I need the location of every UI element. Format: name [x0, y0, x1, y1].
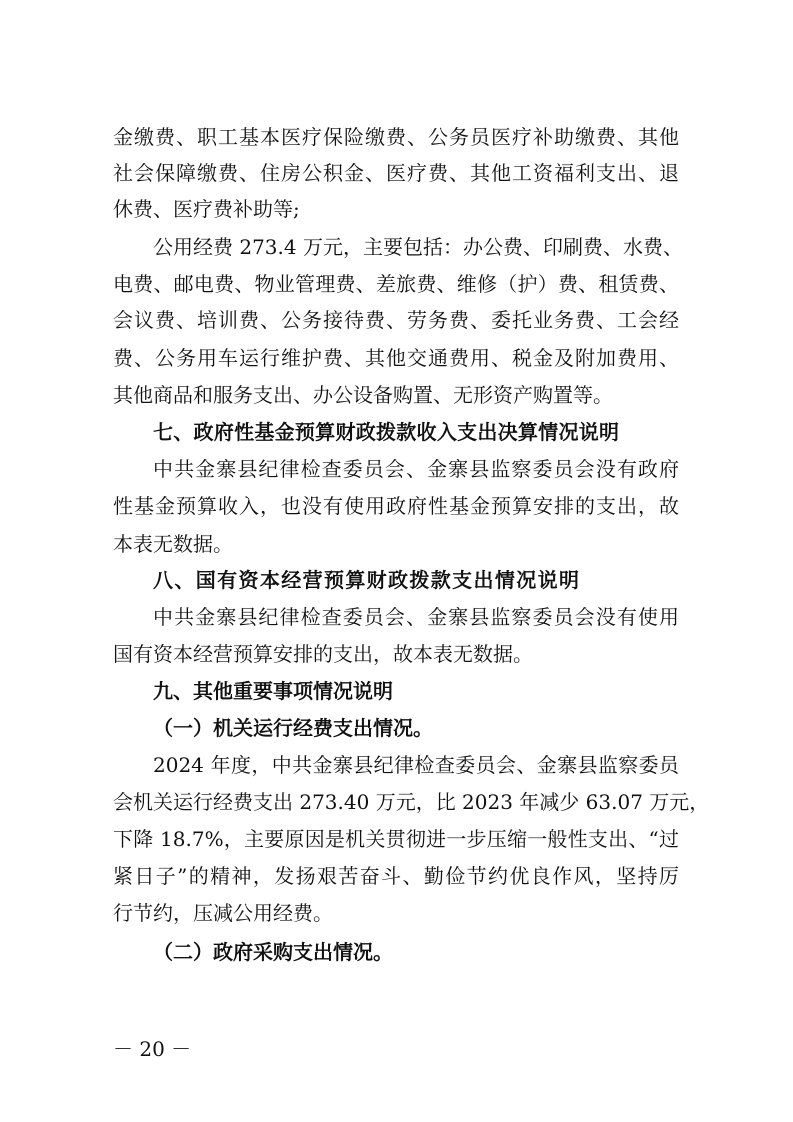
subsection-heading-2: （二）政府采购支出情况。	[153, 940, 393, 964]
body-text-line: 紧日子”的精神，发扬艰苦奋斗、勤俭节约优良作风，坚持厉	[113, 864, 679, 888]
body-text-line: 国有资本经营预算安排的支出，故本表无数据。	[113, 642, 533, 666]
body-text-line: 费、公务用车运行维护费、其他交通费用、税金及附加费用、	[113, 346, 679, 370]
page-number: － 20 －	[113, 1037, 192, 1061]
body-text-line: 社会保障缴费、住房公积金、医疗费、其他工资福利支出、退	[113, 161, 679, 185]
section-heading-7: 七、政府性基金预算财政拨款收入支出决算情况说明	[153, 420, 619, 444]
body-text-line: 2024 年度，中共金寨县纪律检查委员会、金寨县监察委员	[153, 753, 679, 777]
body-text-line: 下降 18.7%，主要原因是机关贯彻进一步压缩一般性支出、“过	[113, 827, 679, 851]
body-text-line: 本表无数据。	[113, 532, 233, 556]
section-heading-9: 九、其他重要事项情况说明	[153, 679, 393, 703]
body-text-line: 金缴费、职工基本医疗保险缴费、公务员医疗补助缴费、其他	[113, 125, 679, 149]
subsection-heading-1: （一）机关运行经费支出情况。	[153, 716, 433, 740]
body-text-line: 公用经费 273.4 万元，主要包括：办公费、印刷费、水费、	[153, 235, 683, 259]
body-text-line: 性基金预算收入，也没有使用政府性基金预算安排的支出，故	[113, 494, 679, 518]
body-text-line: 中共金寨县纪律检查委员会、金寨县监察委员会没有政府	[153, 457, 679, 481]
body-text-line: 其他商品和服务支出、办公设备购置、无形资产购置等。	[113, 383, 613, 407]
body-text-line: 会议费、培训费、公务接待费、劳务费、委托业务费、工会经	[113, 308, 679, 332]
body-text-line: 电费、邮电费、物业管理费、差旅费、维修（护）费、租赁费、	[113, 272, 679, 296]
body-text-line: 中共金寨县纪律检查委员会、金寨县监察委员会没有使用	[153, 605, 679, 629]
body-text-line: 行节约，压减公用经费。	[113, 901, 333, 925]
body-text-line: 休费、医疗费补助等;	[113, 197, 300, 221]
body-text-line: 会机关运行经费支出 273.40 万元，比 2023 年减少 63.07 万元，	[113, 790, 710, 814]
section-heading-8: 八、国有资本经营预算财政拨款支出情况说明	[153, 568, 579, 592]
